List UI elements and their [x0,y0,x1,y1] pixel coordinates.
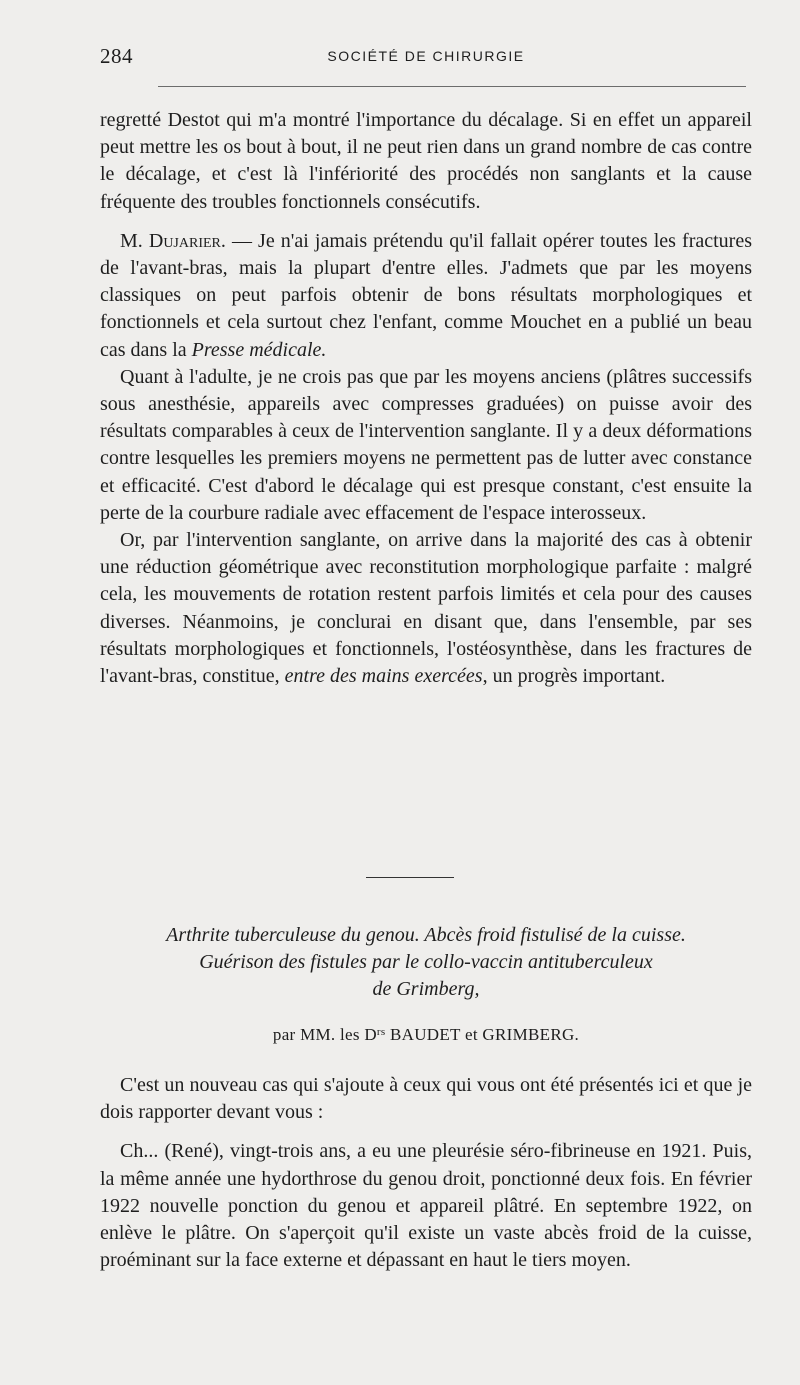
paragraph-dujarier [100,228,752,364]
page-number: 284 [100,44,133,68]
paragraph-dujarier-text: — Je n'ai jamais prétendu qu'il fallait opérer toutes les fractures de l'avant-bras, mais la plupart d'entre elles. J'admets que par les moyens classiques on peut parfois obtenir de bons résultats morphologiques et fonctionnels et cela surtout chez l'enfant, comme Mouchet en a publié un beau cas dans la [100,229,752,361]
header-rule [158,86,746,87]
article-title-line-1: Arthrite tuberculeuse du genou. Abcès froid fistulisé de la cuisse. [166,924,686,946]
speaker-name: Dujarier. [148,229,226,252]
emphasis-phrase: entre des mains exercées [284,665,483,688]
paragraph-conclusion-text: Or, par l'intervention sanglante, on arrive dans la majorité des cas à obtenir une réduction géométrique avec reconstitution morphologique parfaite : malgré cela, les mouvements de rotation restent parfois limités et cela pour des causes diverses. Néanmoins, je conclurai en disant que, dans l'ensemble, par ses résultats morphologiques et fonctionnels, l'ostéosynthèse, dans les fractures de l'avant-bras, constitue, [100,529,752,688]
article-body [100,1072,752,1274]
byline-authors: BAUDET et GRIMBERG. [385,1025,580,1044]
section-separator [366,877,454,878]
article-paragraph-case: Ch... (René), vingt-trois ans, a eu une pleurésie séro-fibrineuse en 1921. Puis, la même année une hydorthrose du genou droit, ponctionné deux fois. En février 1922 nouvelle ponction du genou et appareil plâtré. En septembre 1922, on enlève le plâtre. On s'aperçoit qu'il existe un vaste abcès froid de la cuisse, proéminant sur la face externe et dépassant en haut le tiers moyen. [100,1140,752,1272]
byline-pre: par MM. les D [272,1025,377,1044]
paragraph-continuation: regretté Destot qui m'a montré l'importance du décalage. Si en effet un appareil peut mettre les os bout à bout, il ne peut rien dans un grand nombre de cas contre le décalage, et c'est là l'infériorité des procédés non sanglants et la cause fréquente des troubles fonctionnels consécutifs. [100,109,752,213]
paragraph-conclusion [100,527,752,690]
article-title-line-3: de Grimberg, [372,978,480,1000]
byline-sup: rs [376,1026,386,1038]
page-header [100,44,752,68]
article-paragraph-intro: C'est un nouveau cas qui s'ajoute à ceux qui vous ont été présentés ici et que je dois rapporter devant vous : [100,1074,752,1124]
article-byline [100,1020,752,1047]
speaker-prefix: M. [120,229,149,252]
article-title [100,922,752,1003]
article-title-line-2: Guérison des fistules par le collo-vaccin antituberculeux [199,951,653,973]
paragraph-adulte: Quant à l'adulte, je ne crois pas que par les moyens anciens (plâtres successifs sous anesthésie, appareils avec compresses graduées) on puisse avoir des résultats comparables à ceux de l'intervention sanglante. Il y a deux déformations contre lesquelles les premiers moyens ne permettent pas de lutter avec constance et efficacité. C'est d'abord le décalage qui est presque constant, c'est ensuite la perte de la courbure radiale avec effacement de l'espace interosseux. [100,365,752,524]
paragraph-conclusion-end: , un progrès important. [482,665,666,688]
journal-title: Presse médicale. [191,338,327,361]
discussion-section [100,107,752,690]
running-head: SOCIÉTÉ DE CHIRURGIE [327,48,525,64]
